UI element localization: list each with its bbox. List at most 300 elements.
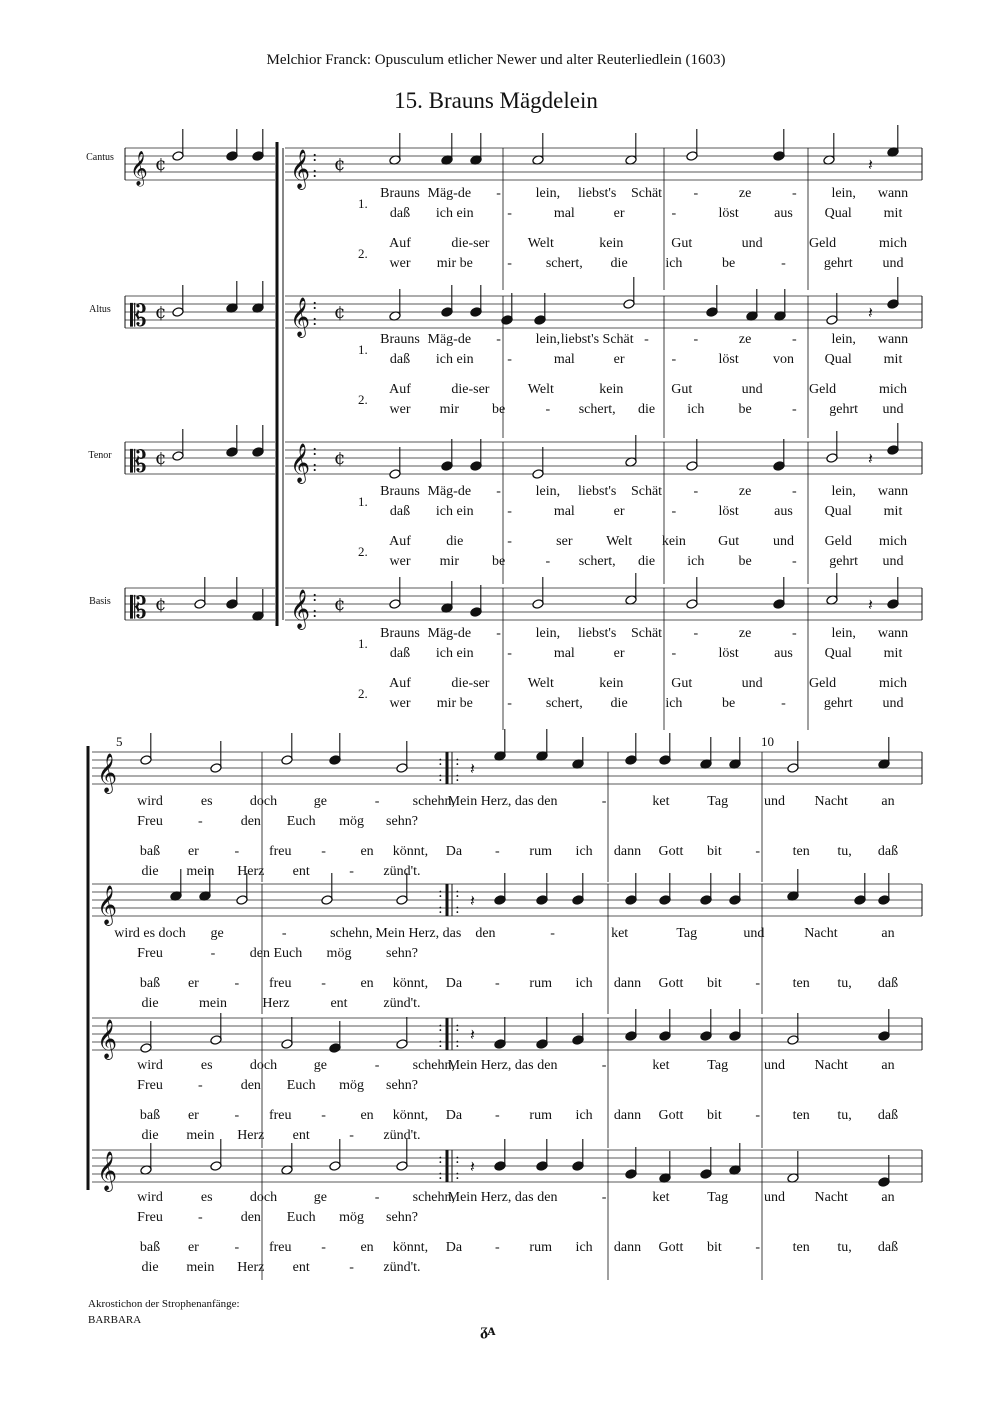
lyric-syllable: -: [496, 626, 501, 641]
lyric-syllable: ich: [575, 1108, 593, 1123]
lyric-syllable: und: [763, 1190, 785, 1205]
lyric-syllable: -: [234, 976, 240, 991]
lyric-syllable: baß: [139, 1240, 161, 1255]
lyric-syllable: Euch: [286, 1210, 316, 1225]
repeat-dots-icon: :: [438, 1035, 443, 1051]
lyric-syllable: mir be: [436, 256, 473, 271]
lyric-syllable: mich: [879, 534, 907, 549]
verse-number: 2.: [358, 544, 368, 559]
lyric-syllable: Mein Herz, das: [375, 926, 462, 941]
repeat-dots-icon: :: [312, 162, 318, 181]
lyric-syllable: -: [374, 1190, 380, 1205]
lyric-syllable: tu,: [837, 1240, 852, 1255]
lyric-syllable: die: [141, 1128, 159, 1143]
lyric-syllable: -: [374, 1058, 380, 1073]
lyric-syllable: be: [738, 402, 752, 417]
lyric-syllable: die-ser: [451, 382, 490, 397]
verse-number: 1.: [358, 494, 368, 509]
lyric-syllable: Gut: [671, 676, 693, 691]
lyric-syllable: mög: [326, 946, 352, 961]
lyric-syllable: Welt: [606, 534, 633, 549]
lyric-syllable: kein: [599, 676, 624, 691]
lyric-syllable: Auf: [389, 676, 411, 691]
lyric-syllable: rum: [529, 976, 552, 991]
lyric-syllable: er: [187, 844, 199, 859]
lyric-syllable: ser: [556, 534, 573, 549]
lyric-syllable: -: [781, 696, 786, 711]
lyric-syllable: Da: [445, 844, 463, 859]
lyric-syllable: ket: [652, 1190, 670, 1205]
lyric-syllable: -: [792, 402, 797, 417]
lyric-syllable: schehn,: [330, 926, 373, 941]
lyric-syllable: baß: [139, 1108, 161, 1123]
repeat-dots-icon: :: [455, 769, 460, 785]
lyric-syllable: an: [881, 1190, 895, 1205]
lyric-syllable: Euch: [286, 1078, 316, 1093]
lyric-syllable: daß: [389, 206, 411, 221]
lyric-syllable: -: [792, 484, 797, 499]
lyric-syllable: freu: [268, 844, 292, 859]
lyric-syllable: die-ser: [451, 676, 490, 691]
lyric-syllable: an: [881, 926, 895, 941]
lyric-syllable: mich: [879, 236, 907, 251]
lyric-syllable: den: [537, 1190, 558, 1205]
lyric-syllable: bit: [706, 1240, 722, 1255]
lyric-syllable: ent: [330, 996, 348, 1011]
lyric-syllable: mit: [883, 504, 903, 519]
lyric-syllable: den: [537, 1058, 558, 1073]
lyric-syllable: er: [613, 352, 625, 367]
lyric-syllable: löst: [718, 206, 739, 221]
lyric-syllable: -: [545, 554, 551, 569]
lyric-syllable: en: [360, 1108, 374, 1123]
lyric-syllable: Qual: [824, 646, 852, 661]
lyric-syllable: lein,: [535, 626, 561, 641]
lyric-syllable: -: [601, 794, 607, 809]
lyric-syllable: zünd't.: [383, 864, 421, 879]
lyric-syllable: ten: [792, 1240, 810, 1255]
lyric-syllable: freu: [268, 1240, 292, 1255]
lyric-syllable: en: [360, 844, 374, 859]
lyric-syllable: -: [234, 844, 240, 859]
lyric-syllable: Mäg-de: [427, 332, 472, 347]
clef-icon: 𝄡: [130, 299, 147, 334]
time-signature-icon: ¢: [155, 154, 167, 175]
lyric-syllable: tu,: [837, 1108, 852, 1123]
lyric-syllable: wann: [877, 484, 909, 499]
lyric-syllable: -: [321, 976, 326, 991]
lyric-syllable: Nacht: [814, 794, 848, 809]
lyric-syllable: mit: [883, 646, 903, 661]
lyric-syllable: wer: [389, 402, 411, 417]
repeat-dots-icon: :: [438, 1151, 443, 1167]
lyric-syllable: könnt,: [392, 1240, 429, 1255]
lyric-syllable: von: [772, 352, 794, 367]
lyric-syllable: und: [763, 1058, 785, 1073]
lyric-syllable: Gott: [658, 1240, 684, 1255]
lyric-syllable: sehn?: [386, 946, 418, 961]
lyric-syllable: Welt: [527, 676, 554, 691]
lyric-syllable: -: [321, 844, 326, 859]
lyric-syllable: Tag: [676, 926, 698, 941]
treble-clef-icon: 𝄞: [290, 149, 311, 189]
lyric-syllable: -: [693, 186, 699, 201]
repeat-dots-icon: :: [455, 1035, 460, 1051]
lyric-syllable: -: [349, 1128, 354, 1143]
lyric-syllable: aus: [774, 206, 793, 221]
repeat-dots-icon: :: [438, 1019, 443, 1035]
lyric-syllable: -: [198, 1210, 203, 1225]
lyric-syllable: den: [537, 794, 558, 809]
lyric-syllable: -: [507, 256, 512, 271]
lyric-syllable: be: [722, 256, 736, 271]
time-signature-icon: ¢: [155, 302, 167, 323]
lyric-syllable: mein: [199, 996, 227, 1011]
lyric-syllable: -: [507, 696, 512, 711]
lyric-syllable: und: [882, 554, 904, 569]
time-signature-icon: ¢: [334, 154, 346, 175]
lyric-syllable: daß: [389, 352, 411, 367]
lyric-syllable: gehrt: [829, 402, 859, 417]
lyric-syllable: Freu: [137, 1078, 163, 1093]
lyric-syllable: mir: [439, 554, 460, 569]
lyric-syllable: ich ein: [435, 206, 474, 221]
lyric-syllable: löst: [718, 646, 739, 661]
lyric-syllable: mir be: [436, 696, 473, 711]
lyric-syllable: könnt,: [392, 1108, 429, 1123]
lyric-syllable: schehn,: [412, 794, 456, 809]
lyric-syllable: -: [792, 186, 797, 201]
lyric-syllable: wer: [389, 256, 411, 271]
lyric-syllable: Geld: [824, 534, 852, 549]
lyric-syllable: Da: [445, 1240, 463, 1255]
voice-label-altus: Altus: [89, 304, 111, 315]
repeat-dots-icon: :: [455, 885, 460, 901]
repeat-dots-icon: :: [438, 769, 443, 785]
acrostic-word: BARBARA: [88, 1314, 142, 1326]
lyric-syllable: Herz: [237, 1260, 265, 1275]
rest-icon: 𝄽: [470, 759, 475, 778]
lyric-syllable: en: [360, 976, 374, 991]
lyric-syllable: und: [772, 534, 794, 549]
voice-label-tenor: Tenor: [88, 450, 112, 461]
lyric-syllable: kein: [599, 382, 624, 397]
lyric-syllable: Freu: [137, 814, 163, 829]
repeat-dots-icon: :: [455, 1019, 460, 1035]
lyric-syllable: -: [545, 402, 551, 417]
repeat-dots-icon: :: [438, 753, 443, 769]
lyric-syllable: liebst's: [578, 626, 617, 641]
rest-icon: 𝄽: [470, 1157, 475, 1176]
treble-clef-icon: 𝄞: [97, 885, 118, 925]
lyric-syllable: freu: [268, 976, 292, 991]
lyric-syllable: ten: [792, 976, 810, 991]
repeat-dots-icon: :: [438, 901, 443, 917]
lyric-syllable: Nacht: [804, 926, 838, 941]
lyric-syllable: Brauns: [380, 186, 420, 201]
repeat-dots-icon: :: [455, 901, 460, 917]
lyric-syllable: -: [792, 626, 797, 641]
lyric-syllable: Mein Herz, das: [447, 794, 534, 809]
lyric-syllable: Freu: [137, 946, 163, 961]
lyric-syllable: -: [198, 1078, 203, 1093]
lyric-syllable: Geld: [808, 236, 837, 251]
lyric-syllable: doch: [249, 794, 278, 809]
lyric-syllable: -: [755, 1240, 761, 1255]
lyric-syllable: wer: [389, 554, 411, 569]
lyric-syllable: Auf: [389, 534, 411, 549]
lyric-syllable: Brauns: [380, 484, 420, 499]
lyric-syllable: die-ser: [451, 236, 490, 251]
lyric-syllable: daß: [877, 1240, 899, 1255]
lyric-syllable: aus: [774, 646, 793, 661]
lyric-syllable: Gut: [671, 382, 693, 397]
lyric-syllable: -: [496, 484, 501, 499]
lyric-syllable: Auf: [389, 236, 411, 251]
lyric-syllable: er: [613, 206, 625, 221]
lyric-syllable: Welt: [527, 236, 554, 251]
lyric-syllable: gehrt: [823, 256, 853, 271]
lyric-syllable: freu: [268, 1108, 292, 1123]
lyric-syllable: ich: [575, 844, 593, 859]
lyric-syllable: und: [882, 256, 904, 271]
repeat-dots-icon: :: [455, 1151, 460, 1167]
repeat-dots-icon: :: [312, 440, 318, 459]
lyric-syllable: Herz: [237, 1128, 265, 1143]
lyric-syllable: ze: [738, 332, 752, 347]
lyric-syllable: -: [693, 626, 699, 641]
voice-label-cantus: Cantus: [86, 152, 114, 163]
lyric-syllable: Nacht: [814, 1190, 848, 1205]
lyric-syllable: schehn,: [412, 1190, 456, 1205]
lyric-syllable: schehn,: [412, 1058, 456, 1073]
clef-icon: 𝄡: [130, 445, 147, 480]
lyric-syllable: und: [882, 696, 904, 711]
repeat-dots-icon: :: [312, 602, 318, 621]
lyric-syllable: -: [494, 844, 500, 859]
lyric-syllable: Geld: [808, 676, 837, 691]
lyric-syllable: Tag: [707, 794, 729, 809]
measure-number-5: 5: [116, 734, 123, 749]
treble-clef-icon: 𝄞: [97, 1019, 118, 1059]
verse-number: 1.: [358, 636, 368, 651]
lyric-syllable: ket: [611, 926, 629, 941]
lyric-syllable: -: [494, 976, 500, 991]
lyric-syllable: Herz: [262, 996, 290, 1011]
time-signature-icon: ¢: [155, 448, 167, 469]
page-subtitle: Melchior Franck: Opusculum etlicher Newer und alter Reuterliedlein (1603): [266, 52, 726, 68]
lyric-syllable: -: [210, 946, 216, 961]
lyric-syllable: mit: [883, 352, 903, 367]
publisher-logo: ᵹᴀ: [480, 1322, 495, 1339]
lyric-syllable: mög: [339, 814, 365, 829]
lyric-syllable: den Euch: [249, 946, 303, 961]
lyric-syllable: lein,: [831, 332, 856, 347]
lyric-syllable: es: [200, 794, 213, 809]
lyric-syllable: die: [610, 256, 628, 271]
lyric-syllable: -: [507, 352, 512, 367]
treble-clef-icon: 𝄞: [290, 297, 311, 337]
lyric-syllable: an: [881, 794, 895, 809]
lyric-syllable: zünd't.: [383, 1260, 421, 1275]
lyric-syllable: -: [781, 256, 786, 271]
repeat-dots-icon: :: [455, 753, 460, 769]
lyric-syllable: die: [141, 1260, 159, 1275]
lyric-syllable: lein,: [831, 484, 856, 499]
time-signature-icon: ¢: [334, 302, 346, 323]
treble-clef-icon: 𝄞: [97, 1151, 118, 1191]
lyric-syllable: Tag: [707, 1190, 729, 1205]
lyric-syllable: Gut: [718, 534, 740, 549]
lyric-syllable: mich: [879, 676, 907, 691]
lyric-syllable: dann: [613, 1108, 642, 1123]
lyric-syllable: mal: [553, 646, 575, 661]
lyric-syllable: en: [360, 1240, 374, 1255]
acrostic-label: Akrostichon der Strophenanfänge:: [88, 1298, 240, 1310]
lyric-syllable: Brauns: [380, 626, 420, 641]
lyric-syllable: be: [722, 696, 736, 711]
lyric-syllable: doch: [249, 1190, 278, 1205]
lyric-syllable: wird es doch: [114, 926, 186, 941]
lyric-syllable: bit: [706, 844, 722, 859]
lyric-syllable: gehrt: [823, 696, 853, 711]
lyric-syllable: -: [234, 1108, 240, 1123]
clef-icon: 𝄞: [130, 151, 148, 186]
lyric-syllable: ich: [687, 402, 705, 417]
lyric-syllable: zünd't.: [383, 996, 421, 1011]
lyric-syllable: Gut: [671, 236, 693, 251]
lyric-syllable: liebst's: [578, 186, 617, 201]
lyric-syllable: rum: [529, 1240, 552, 1255]
lyric-syllable: lein,: [535, 186, 561, 201]
lyric-syllable: zünd't.: [383, 1128, 421, 1143]
lyric-syllable: die: [637, 402, 656, 417]
verse-number: 2.: [358, 392, 368, 407]
verse-number: 2.: [358, 686, 368, 701]
lyric-syllable: daß: [389, 646, 411, 661]
lyric-syllable: daß: [877, 1108, 899, 1123]
lyric-syllable: -: [550, 926, 555, 941]
lyric-syllable: -: [601, 1058, 607, 1073]
lyric-syllable: mal: [553, 352, 575, 367]
lyric-syllable: Schät: [630, 186, 663, 201]
lyric-syllable: -: [198, 814, 203, 829]
lyric-syllable: Mein Herz, das: [447, 1190, 534, 1205]
lyric-syllable: die: [637, 554, 656, 569]
lyric-syllable: ket: [652, 794, 670, 809]
lyric-syllable: -: [507, 206, 512, 221]
lyric-syllable: rum: [529, 844, 552, 859]
lyric-syllable: Mäg-de: [427, 484, 472, 499]
lyric-syllable: mal: [553, 504, 575, 519]
lyric-syllable: es: [200, 1190, 213, 1205]
lyric-syllable: Gott: [658, 844, 684, 859]
lyric-syllable: mein: [186, 864, 215, 879]
lyric-syllable: könnt,: [392, 844, 429, 859]
lyric-syllable: mit: [883, 206, 903, 221]
lyric-syllable: bit: [706, 976, 722, 991]
lyric-syllable: mög: [339, 1210, 365, 1225]
page-title: 15. Brauns Mägdelein: [394, 88, 598, 113]
repeat-dots-icon: :: [438, 885, 443, 901]
lyric-syllable: -: [693, 332, 699, 347]
lyric-syllable: -: [601, 1190, 607, 1205]
lyric-syllable: Auf: [389, 382, 411, 397]
treble-clef-icon: 𝄞: [97, 753, 118, 793]
lyric-syllable: wird: [137, 1058, 163, 1073]
lyric-syllable: mein: [186, 1260, 215, 1275]
lyric-syllable: Mäg-de: [427, 186, 472, 201]
lyric-syllable: schert,: [545, 256, 583, 271]
lyric-syllable: und: [741, 382, 763, 397]
lyric-syllable: rum: [529, 1108, 552, 1123]
lyric-syllable: Nacht: [814, 1058, 848, 1073]
lyric-syllable: ge: [313, 1190, 327, 1205]
repeat-dots-icon: :: [312, 310, 318, 329]
lyric-syllable: den: [240, 1210, 261, 1225]
lyric-syllable: ten: [792, 1108, 810, 1123]
rest-icon: 𝄽: [868, 595, 873, 614]
lyric-syllable: er: [613, 504, 625, 519]
lyric-syllable: wird: [137, 1190, 163, 1205]
lyric-syllable: löst: [718, 504, 739, 519]
lyric-syllable: ten: [792, 844, 810, 859]
lyric-syllable: -: [671, 206, 677, 221]
lyric-syllable: daß: [877, 976, 899, 991]
time-signature-icon: ¢: [155, 594, 167, 615]
lyric-syllable: löst: [718, 352, 739, 367]
lyric-syllable: daß: [877, 844, 899, 859]
lyric-syllable: Qual: [824, 352, 852, 367]
lyric-syllable: Herz: [237, 864, 265, 879]
lyric-syllable: -: [234, 1240, 240, 1255]
lyric-syllable: ge: [313, 1058, 327, 1073]
lyric-syllable: ich ein: [435, 352, 474, 367]
lyric-syllable: -: [693, 484, 699, 499]
lyric-syllable: Euch: [286, 814, 316, 829]
lyric-syllable: die: [141, 864, 159, 879]
lyric-syllable: mich: [879, 382, 907, 397]
lyric-syllable: baß: [139, 844, 161, 859]
voice-label-basis: Basis: [89, 596, 111, 607]
repeat-dots-icon: :: [312, 456, 318, 475]
lyric-syllable: ent: [292, 1260, 310, 1275]
lyric-syllable: Tag: [707, 1058, 729, 1073]
lyric-syllable: -: [507, 534, 512, 549]
lyric-syllable: und: [763, 794, 785, 809]
lyric-syllable: Gott: [658, 1108, 684, 1123]
lyric-syllable: -: [755, 1108, 761, 1123]
repeat-dots-icon: :: [312, 146, 318, 165]
lyric-syllable: liebst's Schät: [560, 332, 634, 347]
lyric-syllable: ich ein: [435, 646, 474, 661]
lyric-syllable: liebst's: [578, 484, 617, 499]
lyric-syllable: Da: [445, 1108, 463, 1123]
lyric-syllable: ent: [292, 1128, 310, 1143]
treble-clef-icon: 𝄞: [290, 589, 311, 629]
lyric-syllable: Schät: [630, 626, 663, 641]
lyric-syllable: wann: [877, 186, 909, 201]
lyric-syllable: -: [496, 186, 501, 201]
lyric-syllable: mir: [439, 402, 460, 417]
lyric-syllable: -: [281, 926, 287, 941]
lyric-syllable: -: [507, 504, 512, 519]
rest-icon: 𝄽: [868, 449, 873, 468]
lyric-syllable: es: [200, 1058, 213, 1073]
lyric-syllable: ent: [292, 864, 310, 879]
lyric-syllable: aus: [774, 504, 793, 519]
repeat-dots-icon: :: [312, 294, 318, 313]
